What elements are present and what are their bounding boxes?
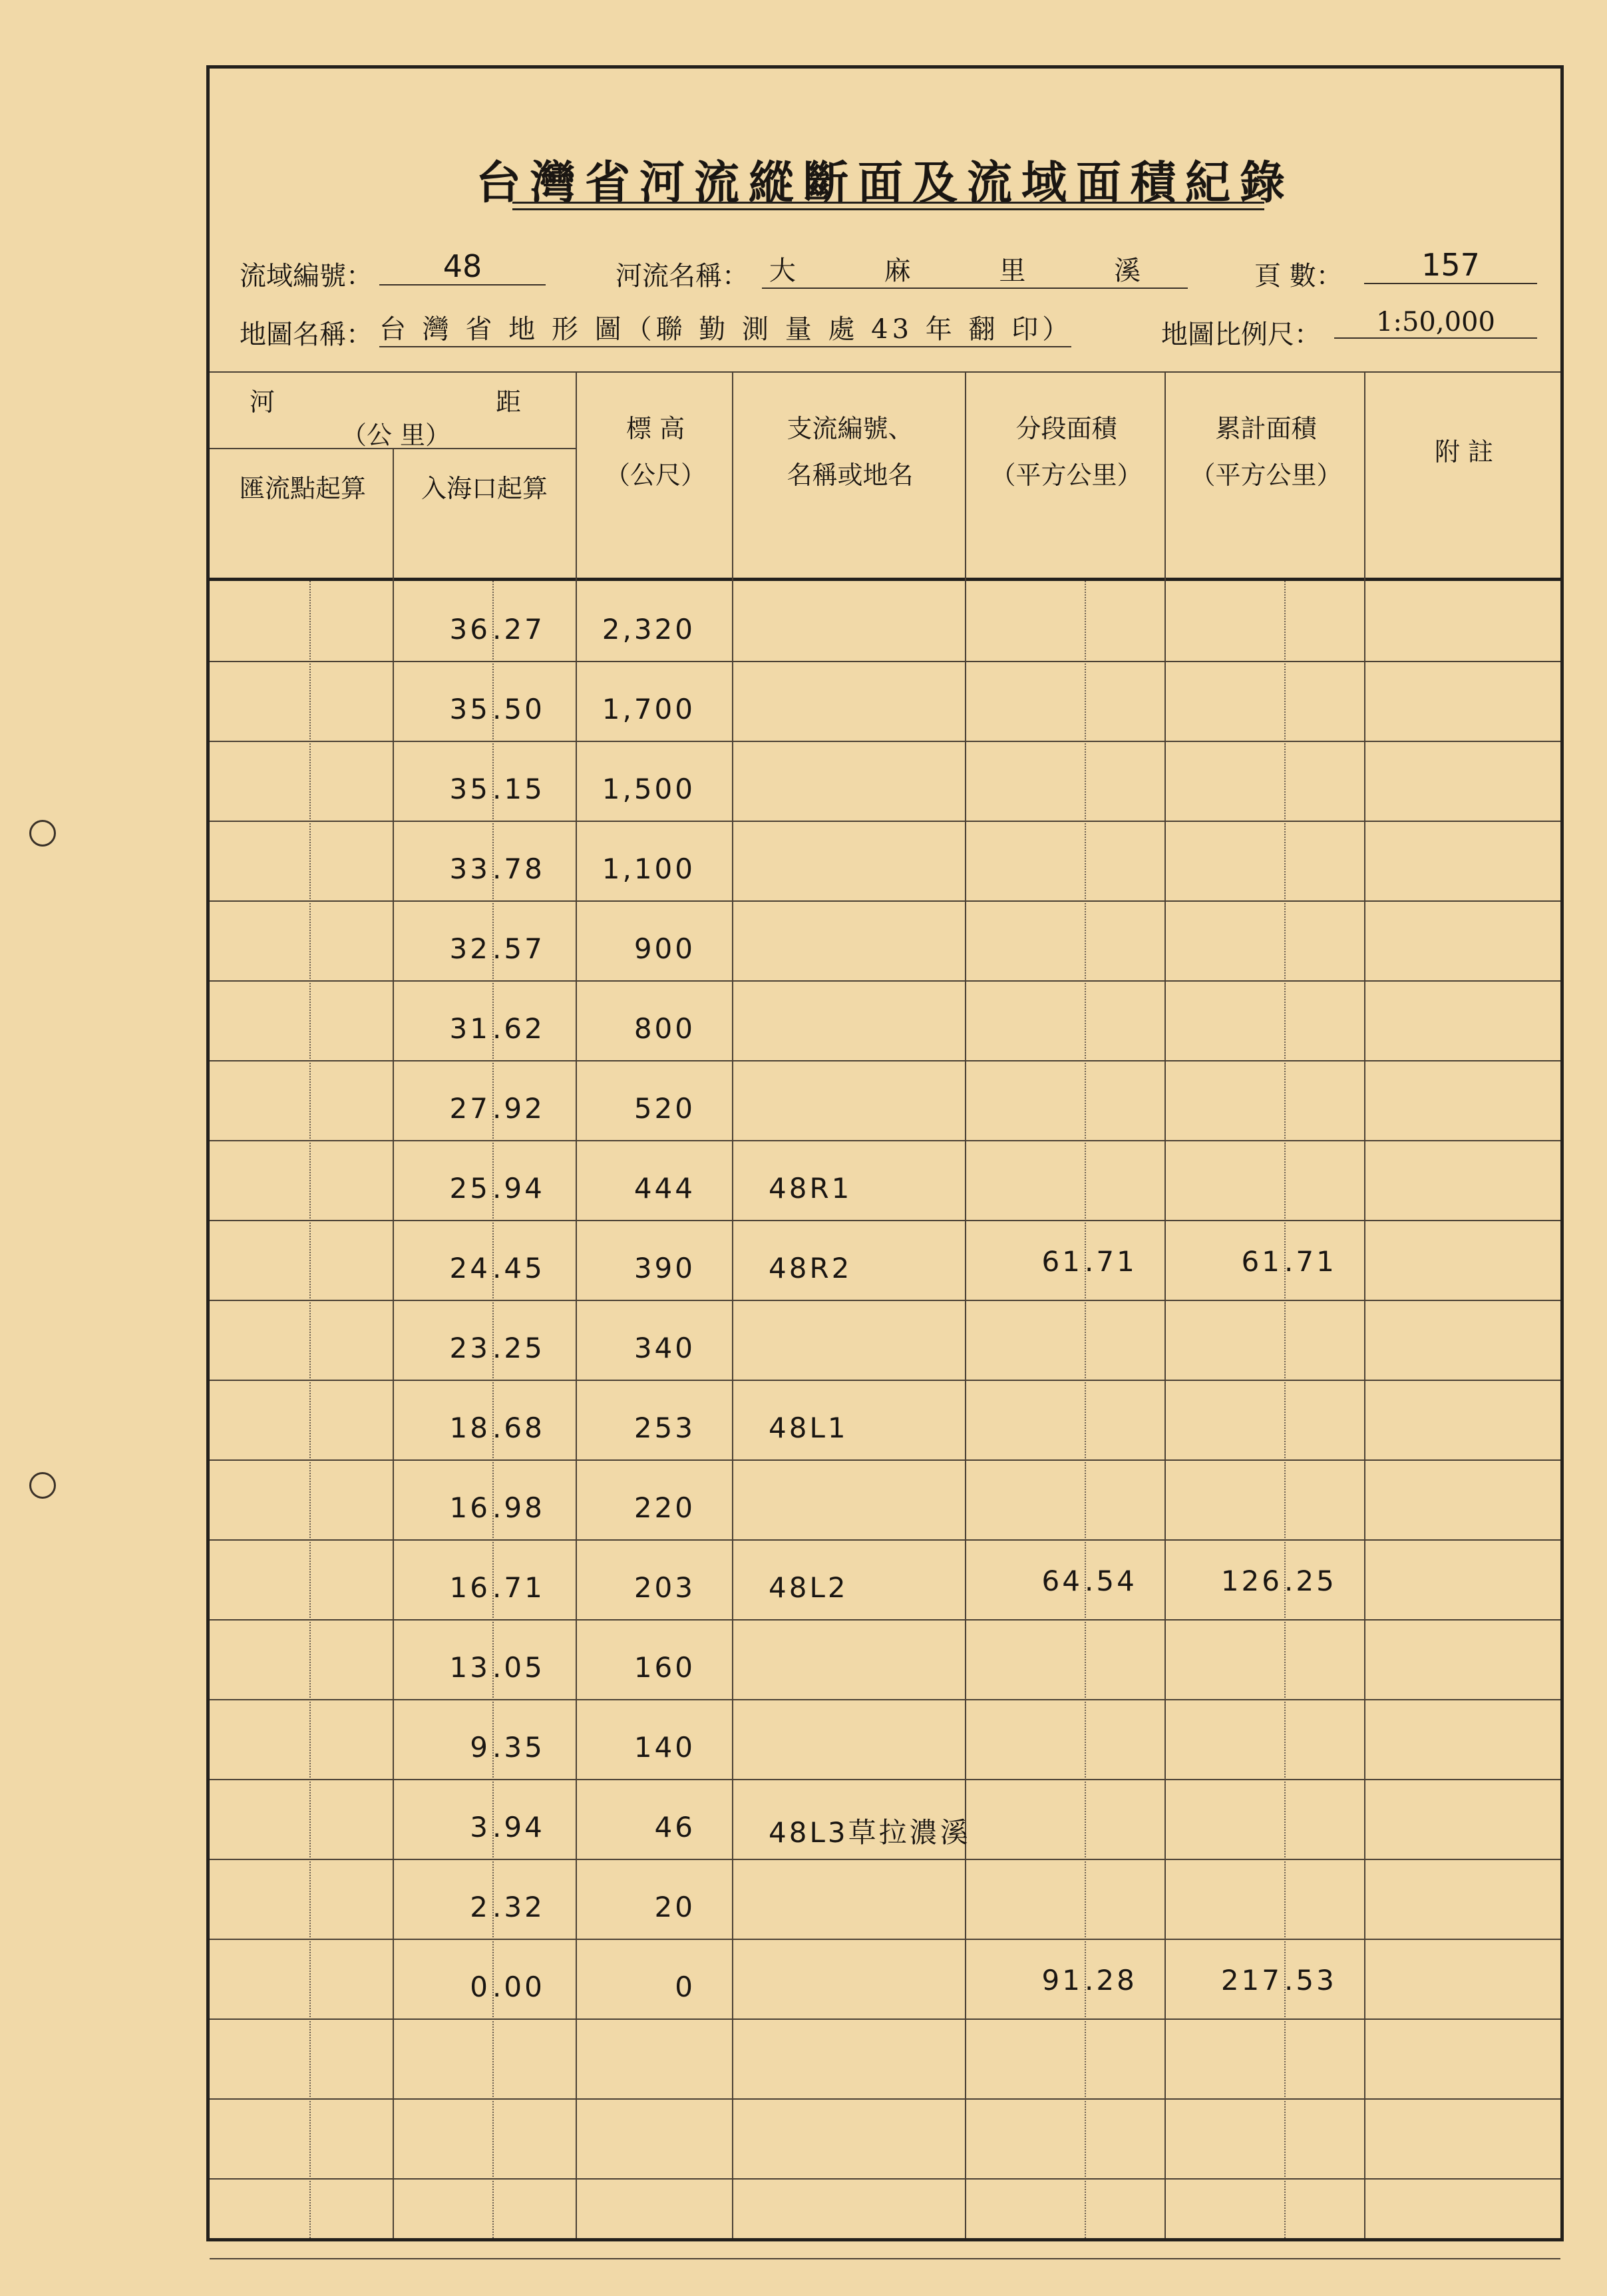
segment-area-int-cell: 64 — [1041, 1565, 1083, 1597]
distance-header-right: 距 — [496, 387, 522, 417]
page-label: 頁 數： — [1254, 261, 1343, 291]
scale-label: 地圖比例尺： — [1161, 319, 1321, 350]
distance-int-cell: 25 — [449, 1172, 490, 1205]
distance-dec-cell: .94 — [492, 1811, 545, 1843]
tributary-cell: 48L1 — [769, 1412, 848, 1444]
tributary-cell: 48L3草拉濃溪 — [769, 1816, 971, 1849]
elevation-cell: 900 — [633, 932, 695, 965]
row-rule — [210, 1779, 1560, 1780]
elevation-cell: 340 — [633, 1332, 695, 1364]
record-form — [206, 65, 1564, 2241]
distance-int-cell: 18 — [449, 1412, 490, 1444]
elevation-cell: 203 — [633, 1571, 695, 1604]
row-rule — [210, 900, 1560, 902]
page-title: 台灣省河流縱斷面及流域面積紀錄 — [475, 156, 1294, 210]
row-rule — [210, 1220, 1560, 1221]
elevation-cell: 20 — [654, 1891, 695, 1923]
distance-int-cell: 0 — [470, 1971, 490, 2003]
river-name-value: 大 麻 里 溪 — [762, 250, 1188, 289]
distance-int-cell: 36 — [449, 613, 490, 646]
from-mouth-header: 入海口起算 — [421, 474, 548, 503]
col-divider — [732, 371, 733, 2238]
distance-dec-cell: .45 — [492, 1252, 545, 1284]
elevation-cell: 160 — [633, 1651, 695, 1684]
row-rule — [210, 2258, 1560, 2259]
remarks-header: 附 註 — [1434, 437, 1494, 467]
col-divider — [393, 448, 394, 2238]
elevation-unit-header: （公尺） — [604, 461, 706, 490]
elevation-cell: 0 — [675, 1971, 695, 2003]
segment-area-dec-cell: .71 — [1085, 1245, 1137, 1278]
elevation-cell: 1,500 — [602, 773, 695, 805]
basin-no-value: 48 — [379, 248, 546, 286]
row-rule — [210, 1699, 1560, 1700]
elevation-cell: 140 — [633, 1731, 695, 1764]
elevation-cell: 220 — [633, 1491, 695, 1524]
row-rule — [210, 1459, 1560, 1461]
segment-area-dec-cell: .28 — [1085, 1964, 1137, 1997]
scale-value: 1:50,000 — [1334, 307, 1537, 339]
distance-int-cell: 32 — [449, 932, 490, 965]
col-divider — [1364, 371, 1365, 2238]
row-rule — [210, 661, 1560, 662]
map-name-label: 地圖名稱： — [240, 319, 373, 350]
row-rule — [210, 1939, 1560, 1940]
distance-dec-cell: .32 — [492, 1891, 545, 1923]
row-rule — [210, 1619, 1560, 1621]
tributary-cell: 48R1 — [769, 1172, 852, 1205]
map-name-value: 台 灣 省 地 形 圖（聯 勤 測 量 處 43 年 翻 印） — [379, 308, 1071, 347]
distance-dec-cell: .25 — [492, 1332, 545, 1364]
distance-int-cell: 35 — [449, 693, 490, 725]
tributary-header: 支流編號、 — [787, 414, 914, 443]
distance-dec-cell: .92 — [492, 1092, 545, 1125]
decimal-divider — [309, 581, 311, 2238]
elevation-cell: 253 — [633, 1412, 695, 1444]
cumulative-area-int-cell: 61 — [1241, 1245, 1282, 1278]
tributary-cell: 48L2 — [769, 1571, 848, 1604]
distance-int-cell: 3 — [470, 1811, 490, 1843]
segment-area-int-cell: 91 — [1041, 1964, 1083, 1997]
distance-dec-cell: .00 — [492, 1971, 545, 2003]
cumulative-area-dec-cell: .25 — [1284, 1565, 1337, 1597]
row-rule — [210, 1380, 1560, 1381]
distance-dec-cell: .68 — [492, 1412, 545, 1444]
title-underline — [512, 208, 1264, 210]
title-underline — [512, 202, 1264, 204]
distance-header-left: 河 — [250, 387, 275, 417]
header-bottom-border — [210, 578, 1560, 581]
distance-dec-cell: .62 — [492, 1012, 545, 1045]
col-divider — [965, 371, 966, 2238]
table-top-border — [210, 371, 1560, 373]
tributary-cell: 48R2 — [769, 1252, 852, 1284]
cumulative-area-int-cell: 217 — [1220, 1964, 1282, 1997]
row-rule — [210, 2178, 1560, 2180]
basin-no-label: 流域編號： — [240, 261, 373, 291]
elevation-header: 標 高 — [625, 414, 685, 443]
distance-dec-cell: .71 — [492, 1571, 545, 1604]
row-rule — [210, 821, 1560, 822]
distance-dec-cell: .50 — [492, 693, 545, 725]
cumulative-area-dec-cell: .53 — [1284, 1964, 1337, 1997]
row-rule — [210, 1060, 1560, 1061]
cumulative-area-header: 累計面積 — [1215, 414, 1317, 443]
row-rule — [210, 741, 1560, 742]
elevation-cell: 2,320 — [602, 613, 695, 646]
distance-int-cell: 31 — [449, 1012, 490, 1045]
row-rule — [210, 2098, 1560, 2100]
elevation-cell: 46 — [654, 1811, 695, 1843]
row-rule — [210, 980, 1560, 982]
distance-int-cell: 2 — [470, 1891, 490, 1923]
distance-int-cell: 27 — [449, 1092, 490, 1125]
segment-area-unit-header: （平方公里） — [990, 461, 1143, 490]
punch-hole-icon — [29, 1472, 56, 1499]
elevation-cell: 390 — [633, 1252, 695, 1284]
distance-dec-cell: .98 — [492, 1491, 545, 1524]
cumulative-area-int-cell: 126 — [1220, 1565, 1282, 1597]
distance-int-cell: 16 — [449, 1491, 490, 1524]
distance-dec-cell: .94 — [492, 1172, 545, 1205]
distance-int-cell: 33 — [449, 853, 490, 885]
distance-int-cell: 23 — [449, 1332, 490, 1364]
segment-area-int-cell: 61 — [1041, 1245, 1083, 1278]
elevation-cell: 800 — [633, 1012, 695, 1045]
distance-int-cell: 24 — [449, 1252, 490, 1284]
punch-hole-icon — [29, 820, 56, 847]
elevation-cell: 1,700 — [602, 693, 695, 725]
distance-int-cell: 9 — [470, 1731, 490, 1764]
row-rule — [210, 1539, 1560, 1541]
distance-dec-cell: .05 — [492, 1651, 545, 1684]
page-no-value: 157 — [1364, 247, 1537, 284]
row-rule — [210, 1859, 1560, 1860]
tributary-subheader: 名稱或地名 — [787, 461, 914, 490]
distance-int-cell: 16 — [449, 1571, 490, 1604]
row-rule — [210, 1140, 1560, 1141]
distance-dec-cell: .15 — [492, 773, 545, 805]
distance-int-cell: 35 — [449, 773, 490, 805]
col-divider — [576, 371, 577, 2238]
distance-int-cell: 13 — [449, 1651, 490, 1684]
col-divider — [1164, 371, 1166, 2238]
distance-dec-cell: .27 — [492, 613, 545, 646]
segment-area-header: 分段面積 — [1015, 414, 1117, 443]
cumulative-area-dec-cell: .71 — [1284, 1245, 1337, 1278]
elevation-cell: 444 — [633, 1172, 695, 1205]
distance-dec-cell: .35 — [492, 1731, 545, 1764]
elevation-cell: 520 — [633, 1092, 695, 1125]
row-rule — [210, 2018, 1560, 2020]
distance-unit-header: （公 里） — [341, 421, 451, 450]
elevation-cell: 1,100 — [602, 853, 695, 885]
cumulative-area-unit-header: （平方公里） — [1190, 461, 1342, 490]
from-confluence-header: 匯流點起算 — [239, 474, 366, 503]
distance-dec-cell: .57 — [492, 932, 545, 965]
segment-area-dec-cell: .54 — [1085, 1565, 1137, 1597]
distance-dec-cell: .78 — [492, 853, 545, 885]
river-name-label: 河流名稱： — [616, 261, 749, 291]
row-rule — [210, 1300, 1560, 1301]
